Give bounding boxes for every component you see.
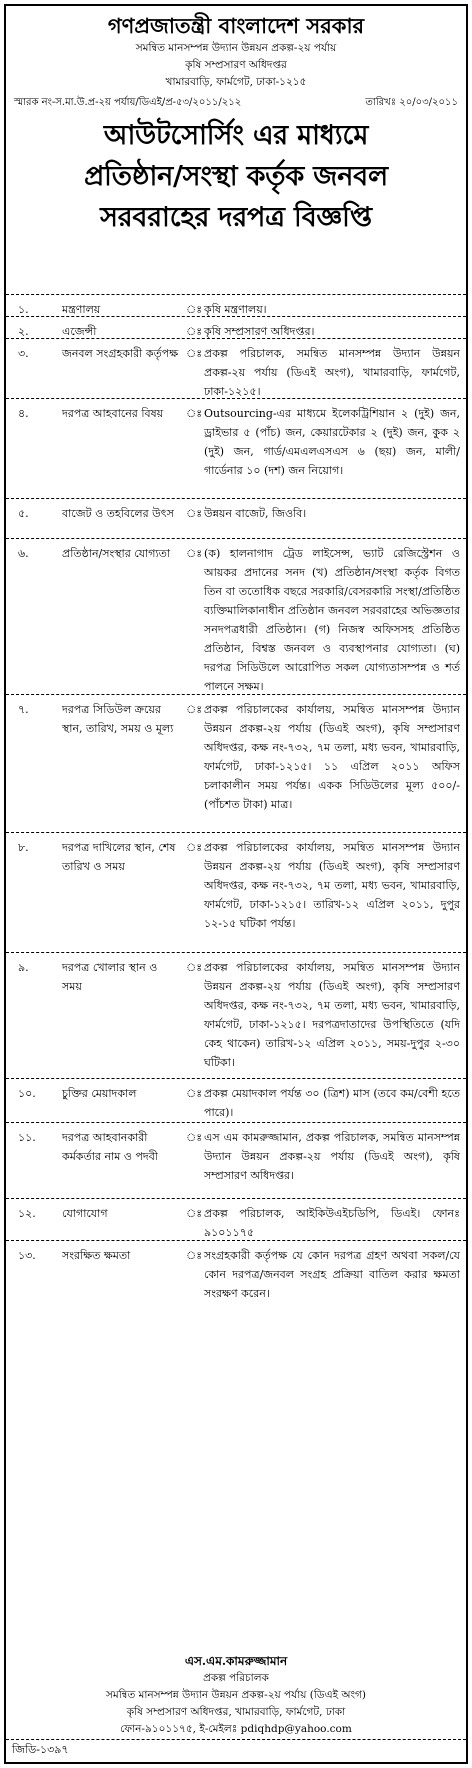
item-label: চুক্তির মেয়াদকাল [62, 1087, 137, 1100]
item-value: প্রকল্প পরিচালকের কার্যালয়, সমন্বিত মানসম্পন্ন উদ্যান উন্নয়ন প্রকল্প-২য় পর্যায় (ডিএই অংগ), কৃষি সম্প্রসারণ অধিদপ্তর, কক্ষ নং-৭৩২, ৭ম তলা, মধ্য ভবন, খামারবাড়ি, ফার্মগেট, ঢাকা-১২১৫। ১১ এপ্রিল ২০১১ অফিস চলাকালীন সময় পর্যন্ত। একক সিডিউলের মূল্য ৫০০/- (পাঁচশত টাকা) মাত্র। [204, 703, 460, 811]
item-number: ১৩. [18, 1249, 36, 1262]
item-label: জনবল সংগ্রহকারী কর্তৃপক্ষ [62, 347, 179, 360]
signatory-name: এস.এম.কামরুজ্জামান [184, 1654, 288, 1668]
item-number: ৪. [18, 407, 29, 420]
item-colon: ঃ [186, 703, 203, 716]
item-label: দরপত্র দাখিলের স্থান, শেষ তারিখ ও সময় [62, 841, 176, 873]
reference-row [6, 91, 466, 111]
item-number: ৩. [18, 347, 29, 360]
item-number: ২. [18, 325, 29, 338]
office-address: খামারবাড়ি, ফার্মগেট, ঢাকা-১২১৫ [165, 76, 307, 88]
item-number: ১১. [18, 1131, 36, 1144]
item-row [6, 1078, 466, 1119]
item-colon: ঃ [186, 507, 203, 520]
gd-code: জিডি-১৩৯৭ [12, 1743, 69, 1756]
item-colon: ঃ [186, 1087, 203, 1100]
item-colon: ঃ [186, 841, 203, 854]
item-label: দরপত্র খোলার স্থান ও সময় [62, 961, 158, 993]
item-value: প্রকল্প পরিচালক, আইকিউএইচডিপি, ডিএই। ফোনঃ ৯১০১১৭৫ [204, 1207, 460, 1239]
item-colon: ঃ [186, 347, 203, 360]
item-value: এস এম কামরুজ্জামান, প্রকল্প পরিচালক, সমন্বিত মানসম্পন্ন উদ্যান উন্নয়ন প্রকল্প-২য় পর্যায় (ডিএই অংগ), কৃষি সম্প্রসারণ অধিদপ্তর। [204, 1131, 460, 1182]
item-row [6, 1240, 466, 1300]
title-line: সরবরাহের দরপত্র বিজ্ঞপ্তি [100, 202, 372, 233]
item-label: যোগাযোগ [62, 1207, 108, 1220]
notice-title [6, 111, 466, 238]
item-colon: ঃ [186, 1249, 203, 1262]
item-value: প্রকল্প পরিচালক, সমন্বিত মানসম্পন্ন উদ্যান উন্নয়ন প্রকল্প-২য় পর্যায় (ডিএই অংগ), খামারবাড়ি, ফার্মগেট, ঢাকা-১২১৫। [204, 347, 460, 398]
item-label: দরপত্র আহবানকারী কর্মকর্তার নাম ও পদবী [62, 1131, 158, 1163]
item-number: ১. [18, 303, 29, 316]
item-row [6, 832, 466, 930]
item-colon: ঃ [186, 303, 203, 316]
tender-notice [4, 4, 468, 1764]
item-number: ১২. [18, 1207, 36, 1220]
department-name: কৃষি সম্প্রসারণ অধিদপ্তর [185, 59, 287, 71]
item-number: ১০. [18, 1087, 36, 1100]
memo-number: স্মারক নং-স.মা.উ.প্র-২য় পর্যায়/ডিএই/প্র-৫৩/২০১১/২১২ [14, 97, 242, 108]
item-label: দরপত্র আহবানের বিষয় [62, 407, 164, 420]
item-value: (ক) হালনাগাদ ট্রেড লাইসেন্স, ভ্যাট রেজিস্ট্রেশন ও আয়কর প্রদানের সনদ (খ) প্রতিষ্ঠান/সংস্থা কর্তৃক বিগত তিন বা ততোধিক বছরে সরকারি/বেসরকারি সংস্থা/প্রতিষ্ঠিত ব্যক্তিমালিকানাধীন প্রতিষ্ঠান জনবল সরবরাহের অভিজ্ঞতার সনদপত্রধারী প্রতিষ্ঠান। (গ) নিজস্ব অফিসসহ প্রতিষ্ঠিত প্রতিষ্ঠান, বিশ্বস্ত জনবল ও ব্যবস্থাপনার যোগ্যতা। (ঘ) দরপত্র সিডিউলে আরোপিত সকল যোগ্যতাসম্পন্ন ও শর্ত পালনে সক্ষম। [204, 547, 460, 693]
item-number: ৬. [18, 547, 29, 560]
item-row [6, 1122, 466, 1182]
title-line: প্রতিষ্ঠান/সংস্থা কর্তৃক জনবল [84, 161, 388, 192]
government-name: গণপ্রজাতন্ত্রী বাংলাদেশ সরকার [107, 13, 365, 38]
item-value: প্রকল্প পরিচালকের কার্যালয়, সমন্বিত মানসম্পন্ন উদ্যান উন্নয়ন প্রকল্প-২য় পর্যায় (ডিএই অংগ), কৃষি সম্প্রসারণ অধিদপ্তর, কক্ষ নং-৭৩২, ৭ম তলা, মধ্য ভবন, খামারবাড়ি, ফার্মগেট, ঢাকা-১২১৫। তারিখ-১২ এপ্রিল ২০১১, দুপুর ১২-১৫ ঘটিকা পর্যন্ত। [204, 841, 460, 930]
item-row [6, 294, 466, 316]
item-label: মন্ত্রণালয় [62, 303, 101, 316]
item-row [6, 316, 466, 338]
item-label: প্রতিষ্ঠান/সংস্থার যোগ্যতা [62, 547, 171, 560]
item-colon: ঃ [186, 1131, 203, 1144]
signature-block [6, 1652, 466, 1738]
signatory-department: কৃষি সম্প্রসারণ অধিদপ্তর, খামারবাড়ি, ফার্মগেট, ঢাকা [126, 1706, 346, 1718]
item-number: ৭. [18, 703, 29, 716]
item-value: Outsourcing-এর মাধ্যমে ইলেকট্রিশিয়ান ২ (দুই) জন, ড্রাইভার ৫ (পাঁচ) জন, কেয়ারটেকার ২ (দুই) জন, কুক ২ (দুই) জন, গার্ড/এমএলএসএস ৬ (ছয়) জন, মালী/গার্ডেনার ১০ (দশ) জন নিয়োগ। [204, 407, 460, 477]
item-row [6, 538, 466, 693]
item-label: বাজেট ও তহবিলের উৎস [62, 507, 174, 520]
item-row [6, 398, 466, 477]
item-label: এজেন্সী [62, 325, 97, 338]
item-colon: ঃ [186, 407, 203, 420]
title-line: আউটসোর্সিং এর মাধ্যমে [103, 120, 369, 151]
item-row [6, 694, 466, 811]
item-value: প্রকল্প মেয়াদকাল পর্যন্ত ৩০ (ত্রিশ) মাস (তবে কম/বেশী হতে পারে)। [204, 1087, 460, 1119]
item-label: সংরক্ষিত ক্ষমতা [62, 1249, 131, 1262]
item-value: কৃষি সম্প্রসারণ অধিদপ্তর। [204, 325, 315, 338]
footer-divider [6, 1739, 466, 1740]
item-row [6, 1198, 466, 1239]
notice-items [6, 294, 466, 1590]
item-number: ৮. [18, 841, 29, 854]
item-number: ৫. [18, 507, 29, 520]
item-row [6, 338, 466, 398]
item-value: উন্নয়ন বাজেট, জিওবি। [204, 507, 307, 520]
notice-header [6, 6, 466, 91]
item-number: ৯. [18, 961, 29, 974]
item-label: দরপত্র সিডিউল ক্রয়ের স্থান, তারিখ, সময় ও মূল্য [62, 703, 174, 735]
item-row [6, 498, 466, 520]
item-value: প্রকল্প পরিচালকের কার্যালয়, সমন্বিত মানসম্পন্ন উদ্যান উন্নয়ন প্রকল্প-২য় পর্যায় (ডিএই অংগ), কৃষি সম্প্রসারণ অধিদপ্তর, কক্ষ নং-৭৩২, ৭ম তলা, মধ্য ভবন, খামারবাড়ি, ফার্মগেট, ঢাকা-১২১৫। দরপত্রদাতাদের উপস্থিতিতে (যদি কেহ থাকেন) তারিখ-১২ এপ্রিল ২০১১, সময়-দুপুর ২-৩০ ঘটিকা। [204, 961, 460, 1069]
item-colon: ঃ [186, 325, 203, 338]
signatory-contact: ফোন-৯১০১১৭৫, ই-মেইলঃ pdiqhdp@yahoo.com [120, 1723, 352, 1735]
item-row [6, 952, 466, 1069]
signatory-project: সমন্বিত মানসম্পন্ন উদ্যান উন্নয়ন প্রকল্প-২য় পর্যায় (ডিএই অংগ) [105, 1689, 366, 1701]
notice-date: তারিখঃ ২০/০৩/২০১১ [365, 97, 458, 108]
item-colon: ঃ [186, 1207, 203, 1220]
item-value: সংগ্রহকারী কর্তৃপক্ষ যে কোন দরপত্র গ্রহণ অথবা সকল/যে কোন দরপত্র/জনবল সংগ্রহ প্রক্রিয়া বাতিল করার ক্ষমতা সংরক্ষণ করেন। [204, 1249, 460, 1300]
item-colon: ঃ [186, 547, 203, 560]
item-value: কৃষি মন্ত্রণালয়। [204, 303, 267, 316]
item-colon: ঃ [186, 961, 203, 974]
signatory-designation: প্রকল্প পরিচালক [203, 1672, 269, 1684]
project-name: সমন্বিত মানসম্পন্ন উদ্যান উন্নয়ন প্রকল্প-২য় পর্যায় [135, 42, 337, 54]
